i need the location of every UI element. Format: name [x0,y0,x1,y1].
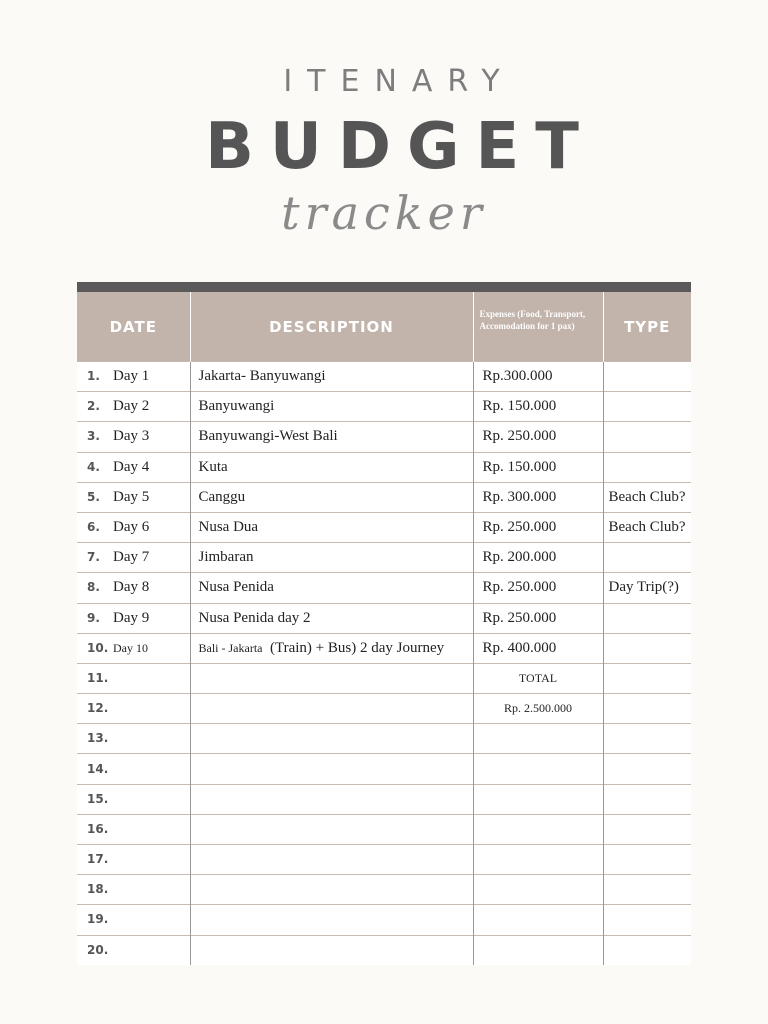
day-label: Day 2 [113,398,150,415]
expense-cell[interactable]: Rp. 250.000 [473,573,603,603]
column-header-type: TYPE [603,292,691,362]
row-number: 4. [87,459,100,474]
type-cell[interactable] [603,754,691,784]
budget-table [77,292,691,965]
type-cell[interactable] [603,543,691,573]
expense-cell[interactable]: Rp. 250.000 [473,422,603,452]
date-cell[interactable] [77,452,190,482]
row-number: 1. [87,369,100,384]
expense-cell[interactable] [473,905,603,935]
table-row [77,512,691,542]
type-cell[interactable] [603,603,691,633]
table-row [77,814,691,844]
table-row [77,422,691,452]
description-text: Nusa Penida [198,579,274,596]
row-number: 5. [87,489,100,504]
row-number: 3. [87,429,100,444]
description-text: Canggu [198,488,246,505]
description-cell[interactable] [190,935,473,965]
row-number: 15. [87,791,109,806]
description-cell[interactable] [190,784,473,814]
description-cell[interactable] [190,603,473,633]
type-cell[interactable] [603,875,691,905]
title-tracker: tracker [281,186,487,240]
description-cell[interactable] [190,573,473,603]
description-cell[interactable] [190,814,473,844]
type-cell[interactable] [603,935,691,965]
description-cell[interactable] [190,633,473,663]
expense-cell[interactable] [473,845,603,875]
date-cell[interactable] [77,845,190,875]
description-cell[interactable] [190,663,473,693]
day-label: Day 9 [113,609,150,626]
description-cell[interactable] [190,512,473,542]
day-label: Day 1 [113,368,150,385]
date-cell[interactable] [77,573,190,603]
expense-cell[interactable]: Rp. 400.000 [473,633,603,663]
title-budget: BUDGET [205,110,595,184]
row-number: 8. [87,580,100,595]
date-cell[interactable] [77,603,190,633]
description-cell[interactable] [190,694,473,724]
description-cell[interactable] [190,905,473,935]
table-row [77,482,691,512]
description-cell[interactable] [190,422,473,452]
row-number: 7. [87,550,100,565]
row-number: 6. [87,520,100,535]
description-text: Kuta [198,458,228,475]
type-cell[interactable] [603,694,691,724]
table-row [77,845,691,875]
description-cell[interactable] [190,482,473,512]
expense-cell[interactable] [473,724,603,754]
day-label: Day 6 [113,519,150,536]
date-cell[interactable] [77,814,190,844]
row-number: 9. [87,610,100,625]
expense-cell[interactable] [473,754,603,784]
description-text: Banyuwangi-West Bali [198,428,338,445]
expense-cell[interactable]: Rp. 150.000 [473,452,603,482]
table-row [77,905,691,935]
description-cell[interactable] [190,875,473,905]
column-header-description: DESCRIPTION [190,292,473,362]
row-number: 19. [87,912,109,927]
expense-cell[interactable]: Rp. 250.000 [473,512,603,542]
table-row [77,875,691,905]
type-cell[interactable] [603,452,691,482]
table-header-row [77,292,691,362]
table-row [77,754,691,784]
description-text: (Train) + Bus) 2 day Journey [269,639,445,656]
date-cell[interactable] [77,754,190,784]
type-cell[interactable]: Beach Club? [603,482,691,512]
description-cell[interactable] [190,724,473,754]
expense-cell[interactable] [473,935,603,965]
table-row [77,573,691,603]
table-row [77,362,691,392]
date-cell[interactable] [77,422,190,452]
type-cell[interactable] [603,422,691,452]
type-cell[interactable]: Beach Club? [603,512,691,542]
budget-table-container [77,282,691,965]
row-number: 17. [87,852,109,867]
date-cell[interactable] [77,935,190,965]
type-cell[interactable] [603,392,691,422]
day-label: Day 4 [113,458,150,475]
date-cell[interactable] [77,694,190,724]
expense-cell[interactable]: Rp. 2.500.000 [473,694,603,724]
type-cell[interactable] [603,663,691,693]
type-cell[interactable] [603,845,691,875]
date-cell[interactable] [77,392,190,422]
table-row [77,452,691,482]
table-row [77,724,691,754]
type-cell[interactable]: Day Trip(?) [603,573,691,603]
description-text: Jimbaran [198,549,254,566]
table-row [77,543,691,573]
type-cell[interactable] [603,905,691,935]
expense-cell[interactable] [473,814,603,844]
description-cell[interactable] [190,754,473,784]
table-row [77,784,691,814]
title-itenary: ITENARY [283,64,515,99]
day-label: Day 5 [113,488,150,505]
type-cell[interactable] [603,724,691,754]
row-number: 20. [87,942,109,957]
row-number: 14. [87,761,109,776]
expense-cell[interactable]: Rp. 150.000 [473,392,603,422]
type-cell[interactable] [603,814,691,844]
table-row [77,935,691,965]
description-cell[interactable] [190,362,473,392]
date-cell[interactable] [77,724,190,754]
table-row [77,392,691,422]
expense-cell[interactable]: Rp.300.000 [473,362,603,392]
description-text: Banyuwangi [198,398,275,415]
type-cell[interactable] [603,784,691,814]
date-cell[interactable] [77,905,190,935]
expense-cell[interactable] [473,875,603,905]
date-cell[interactable] [77,633,190,663]
day-label: Day 8 [113,579,150,596]
row-number: 2. [87,399,100,414]
date-cell[interactable] [77,875,190,905]
day-label: Day 10 [113,640,148,655]
table-row [77,663,691,693]
type-cell[interactable] [603,362,691,392]
column-header-date: DATE [77,292,190,362]
column-header-expenses: Expenses (Food, Transport, Accomodation for 1 pax) [473,292,603,362]
expense-cell[interactable]: Rp. 250.000 [473,603,603,633]
day-label: Day 3 [113,428,150,445]
type-cell[interactable] [603,633,691,663]
description-text: Nusa Dua [198,519,259,536]
row-number: 10. [87,640,109,655]
table-row [77,633,691,663]
expense-cell[interactable]: Rp. 200.000 [473,543,603,573]
row-number: 12. [87,701,109,716]
date-cell[interactable] [77,362,190,392]
description-cell[interactable] [190,845,473,875]
date-cell[interactable] [77,482,190,512]
row-number: 13. [87,731,109,746]
table-row [77,694,691,724]
date-cell[interactable] [77,663,190,693]
table-row [77,603,691,633]
description-small-text: Bali - Jakarta [198,640,263,655]
date-cell[interactable] [77,543,190,573]
description-cell[interactable] [190,392,473,422]
expense-cell[interactable] [473,784,603,814]
row-number: 11. [87,670,109,685]
description-text: Nusa Penida day 2 [198,609,311,626]
row-number: 16. [87,821,109,836]
expense-cell[interactable]: Rp. 300.000 [473,482,603,512]
date-cell[interactable] [77,512,190,542]
description-cell[interactable] [190,452,473,482]
description-cell[interactable] [190,543,473,573]
date-cell[interactable] [77,784,190,814]
expense-cell[interactable]: TOTAL [473,663,603,693]
table-top-bar [77,282,691,292]
description-text: Jakarta- Banyuwangi [198,368,326,385]
row-number: 18. [87,882,109,897]
day-label: Day 7 [113,549,150,566]
